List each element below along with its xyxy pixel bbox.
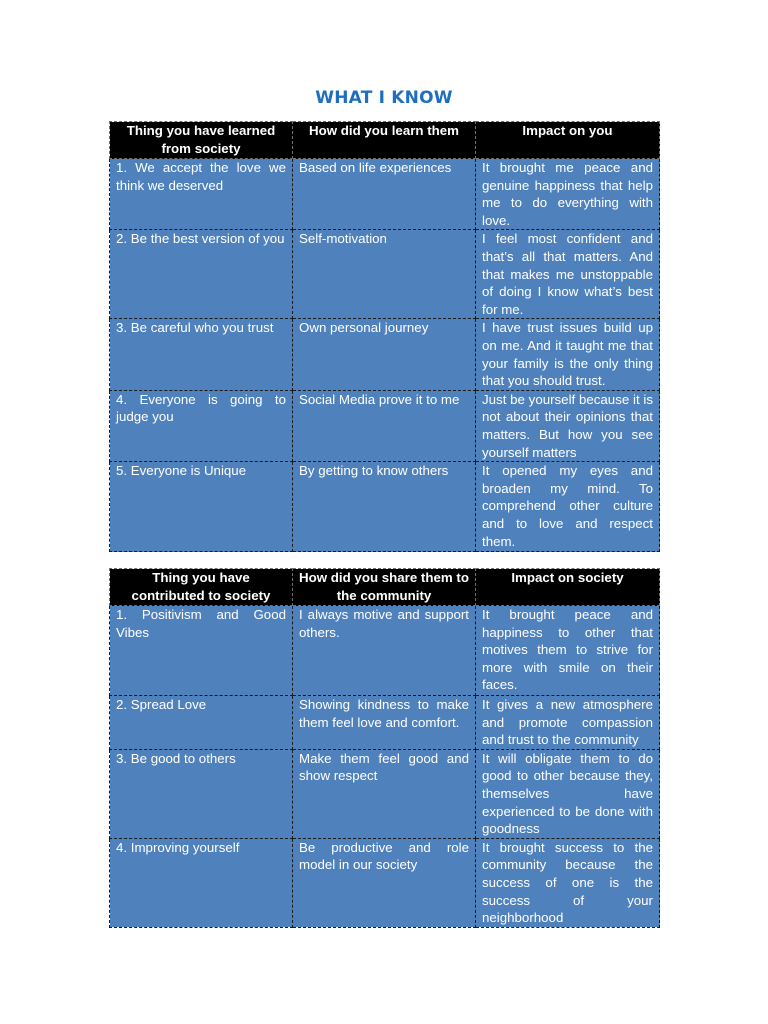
cell-impact: It brought success to the community because the success of one is the success of your neighborhood: [476, 838, 660, 927]
cell-how: By getting to know others: [293, 462, 476, 552]
cell-impact: I feel most confident and that’s all that matters. And that makes me unstoppable of doing I know what’s best for me.: [476, 230, 660, 319]
cell-impact: Just be yourself because it is not about their opinions that matters. But how you see yourself matters: [476, 390, 660, 461]
learned-table: [109, 121, 660, 552]
column-header-impact: Impact on you: [476, 122, 660, 159]
cell-how: Social Media prove it to me: [293, 390, 476, 461]
cell-thing: 4. Everyone is going to judge you: [110, 390, 293, 461]
header-row: [110, 569, 660, 606]
column-header-how: How did you learn them: [293, 122, 476, 159]
cell-impact: It brought me peace and genuine happiness that help me to do everything with love.: [476, 159, 660, 230]
cell-thing: 3. Be good to others: [110, 749, 293, 838]
cell-thing: 5. Everyone is Unique: [110, 462, 293, 552]
cell-how: Be productive and role model in our society: [293, 838, 476, 927]
table-row: [110, 838, 660, 927]
cell-how: I always motive and support others.: [293, 606, 476, 696]
table-row: [110, 462, 660, 552]
cell-thing: 4. Improving yourself: [110, 838, 293, 927]
cell-impact: It brought peace and happiness to other that motives them to strive for more with smile on their faces.: [476, 606, 660, 696]
column-header-how: How did you share them to the community: [293, 569, 476, 606]
table-row: [110, 319, 660, 390]
table-row: [110, 606, 660, 696]
column-header-thing: Thing you have contributed to society: [110, 569, 293, 606]
cell-impact: It gives a new atmosphere and promote compassion and trust to the community: [476, 696, 660, 750]
cell-impact: I have trust issues build up on me. And it taught me that your family is the only thing that you should trust.: [476, 319, 660, 390]
cell-thing: 2. Spread Love: [110, 696, 293, 750]
table-row: [110, 696, 660, 750]
cell-how: Based on life experiences: [293, 159, 476, 230]
table-row: [110, 390, 660, 461]
contributed-table: [109, 568, 660, 928]
cell-impact: It will obligate them to do good to other because they, themselves have experienced to be done with goodness: [476, 749, 660, 838]
page-title: WHAT I KNOW: [315, 88, 453, 108]
column-header-impact: Impact on society: [476, 569, 660, 606]
cell-how: Self-motivation: [293, 230, 476, 319]
cell-impact: It opened my eyes and broaden my mind. To comprehend other culture and to love and respect them.: [476, 462, 660, 552]
table-row: [110, 230, 660, 319]
cell-how: Showing kindness to make them feel love and comfort.: [293, 696, 476, 750]
cell-thing: 1. Positivism and Good Vibes: [110, 606, 293, 696]
table-row: [110, 749, 660, 838]
cell-how: Make them feel good and show respect: [293, 749, 476, 838]
cell-thing: 3. Be careful who you trust: [110, 319, 293, 390]
cell-thing: 1. We accept the love we think we deserved: [110, 159, 293, 230]
column-header-thing: Thing you have learned from society: [110, 122, 293, 159]
header-row: [110, 122, 660, 159]
cell-how: Own personal journey: [293, 319, 476, 390]
table-row: [110, 159, 660, 230]
cell-thing: 2. Be the best version of you: [110, 230, 293, 319]
